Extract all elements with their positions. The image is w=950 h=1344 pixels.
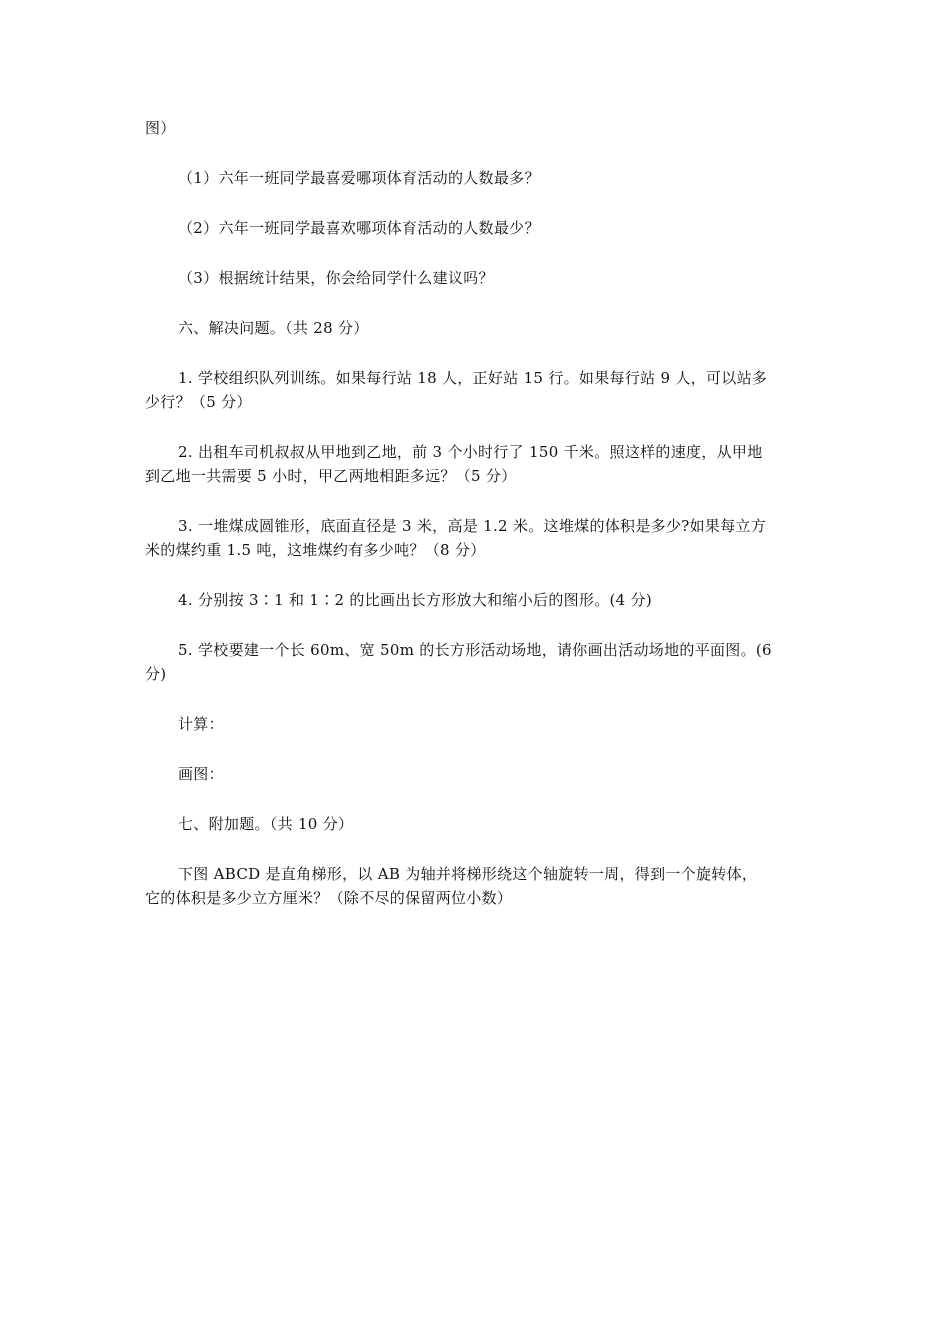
bonus-problem-line-1: 下图 ABCD 是直角梯形，以 AB 为轴并将梯形绕这个轴旋转一周，得到一个旋转体， <box>178 865 758 883</box>
problem-1-line-2: 少行？（5 分） <box>145 393 252 411</box>
problem-2-line-1: 2. 出租车司机叔叔从甲地到乙地，前 3 个小时行了 150 千米。照这样的速度，从甲地 <box>178 443 763 461</box>
draw-label: 画图： <box>178 765 224 783</box>
problem-4: 4. 分别按 3∶1 和 1∶2 的比画出长方形放大和缩小后的图形。(4 分) <box>178 591 653 609</box>
problem-3-line-1: 3. 一堆煤成圆锥形，底面直径是 3 米，高是 1.2 米。这堆煤的体积是多少?如果每立方 <box>178 517 767 535</box>
calc-label: 计算： <box>178 715 224 733</box>
section-7-heading: 七、附加题。（共 10 分） <box>178 815 354 833</box>
continued-fragment: 图） <box>145 119 176 137</box>
survey-question-2: （2）六年一班同学最喜欢哪项体育活动的人数最少？ <box>178 219 540 237</box>
bonus-problem-line-2: 它的体积是多少立方厘米？（除不尽的保留两位小数） <box>145 889 513 907</box>
problem-5-line-1: 5. 学校要建一个长 60m、宽 50m 的长方形活动场地，请你画出活动场地的平面图。(6 <box>178 641 772 659</box>
problem-3-line-2: 米的煤约重 1.5 吨，这堆煤约有多少吨？（8 分） <box>145 541 486 559</box>
problem-2-line-2: 到乙地一共需要 5 小时，甲乙两地相距多远？（5 分） <box>145 467 517 485</box>
problem-5-line-2: 分) <box>145 665 167 683</box>
section-6-heading: 六、解决问题。（共 28 分） <box>178 319 369 337</box>
survey-question-1: （1）六年一班同学最喜爱哪项体育活动的人数最多？ <box>178 169 540 187</box>
survey-question-3: （3）根据统计结果，你会给同学什么建议吗？ <box>178 269 494 287</box>
problem-1-line-1: 1. 学校组织队列训练。如果每行站 18 人，正好站 15 行。如果每行站 9 人，可以站多 <box>178 369 768 387</box>
